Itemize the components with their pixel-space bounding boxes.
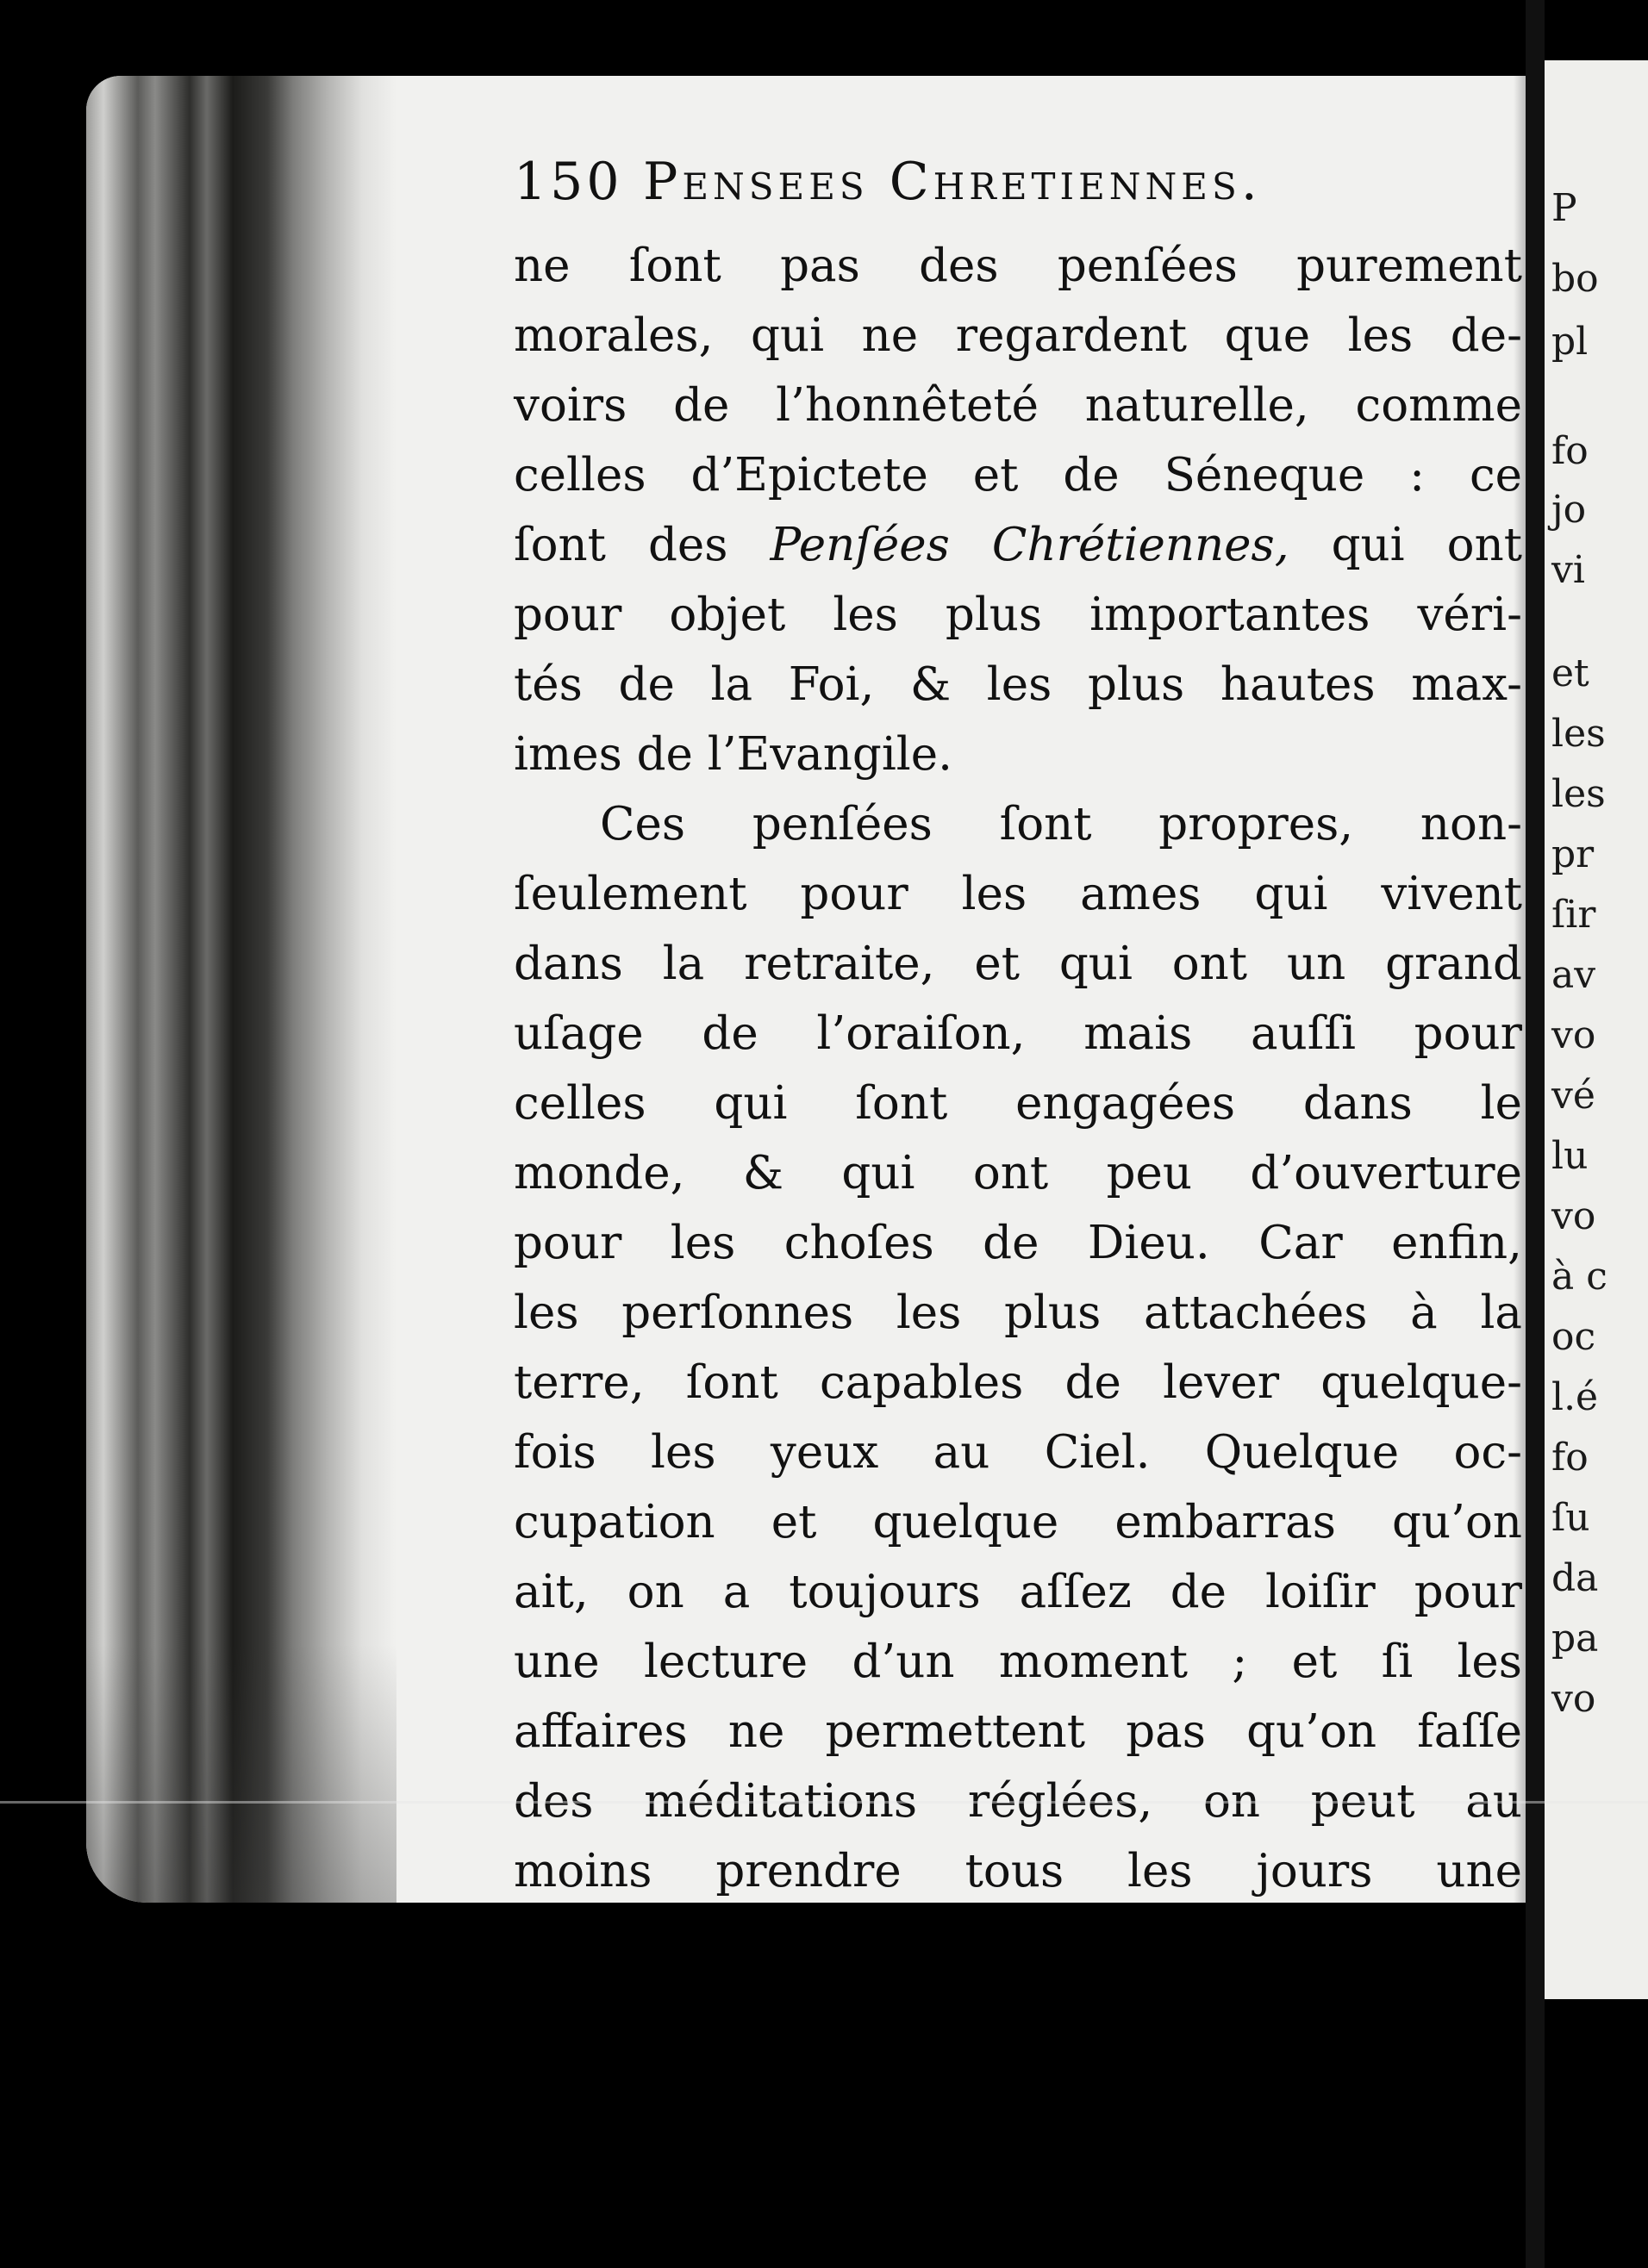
bleed-through-text [517, 1915, 1500, 1949]
text-line: des méditations réglées, on peut au [514, 1775, 1522, 1828]
text-line: moins prendre tous les jours une [514, 1845, 1522, 1897]
text-line: une lecture d’un moment ; et ſi les [514, 1636, 1522, 1688]
facing-page-fragment: vo [1551, 1194, 1596, 1238]
facing-page-fragment: av [1551, 953, 1596, 997]
text-line: fois les yeux au Ciel. Quelque oc- [514, 1426, 1522, 1479]
text-line: morales, qui ne regardent que les de- [514, 309, 1522, 362]
facing-page-fragment: bo [1551, 257, 1599, 301]
text-line: ait, on a toujours aſſez de loiſir pour [514, 1566, 1522, 1618]
facing-page [1545, 60, 1648, 1999]
text-line: pour les choſes de Dieu. Car enfin, [514, 1217, 1522, 1269]
facing-page-fragment: lu [1551, 1134, 1589, 1178]
scan-artifact-line [0, 1801, 1648, 1804]
book-spine [1526, 0, 1545, 2268]
text-line: tés de la Foi, & les plus hautes max- [514, 658, 1522, 711]
facing-page-fragment: les [1551, 712, 1606, 756]
page-edge-shadow [86, 76, 396, 1903]
text-line: imes de l’Evangile. [514, 728, 952, 781]
text-line: celles d’Epictete et de Séneque : ce [514, 449, 1522, 502]
text-line [514, 510, 1522, 580]
facing-page-fragment: fo [1551, 429, 1589, 473]
text-line: celles qui ſont engagées dans le [514, 1077, 1522, 1130]
facing-page-fragment: ſu [1551, 1496, 1590, 1540]
text-line: uſage de l’oraiſon, mais auſſi pour [514, 1007, 1522, 1060]
facing-page-fragment: ſir [1551, 893, 1596, 937]
text-line: ne ſont pas des penſées purement [514, 240, 1522, 292]
facing-page-fragment: da [1551, 1556, 1599, 1600]
facing-page-fragment: à c [1551, 1255, 1607, 1299]
text-line: terre, ſont capables de lever quelque- [514, 1356, 1522, 1409]
text-segment: ſont des [514, 519, 728, 571]
text-block [514, 152, 1522, 1906]
running-head [514, 152, 1522, 231]
page-number: 150 [514, 152, 623, 212]
header-title: Pensees Chretiennes. [643, 152, 1262, 212]
facing-page-fragment: fo [1551, 1436, 1589, 1480]
facing-page-fragment: pa [1551, 1617, 1599, 1660]
text-line: Ces penſées ſont propres, non- [600, 798, 1522, 850]
text-line: ſeulement pour les ames qui vivent [514, 868, 1522, 920]
facing-page-fragment: vo [1551, 1013, 1596, 1057]
text-line: cupation et quelque embarras qu’on [514, 1496, 1522, 1548]
text-line: voirs de l’honnêteté naturelle, comme [514, 379, 1522, 432]
text-line: dans la retraite, et qui ont un grand [514, 938, 1522, 990]
facing-page-fragment: oc [1551, 1315, 1596, 1359]
italic-title: Penſées Chrétiennes, [770, 519, 1289, 571]
facing-page-fragment: l.é [1551, 1375, 1599, 1419]
text-line: monde, & qui ont peu d’ouverture [514, 1147, 1522, 1199]
text-segment: qui ont [1331, 519, 1523, 571]
facing-page-fragment: pl [1551, 320, 1589, 364]
facing-page-fragment: vé [1551, 1074, 1595, 1118]
text-line: affaires ne permettent pas qu’on faſſe [514, 1705, 1522, 1758]
text-line: pour objet les plus importantes véri- [514, 589, 1522, 641]
facing-page-fragment: P [1551, 186, 1577, 230]
facing-page-fragment: pr [1551, 832, 1595, 876]
facing-page-fragment: les [1551, 772, 1606, 816]
text-line: les perſonnes les plus attachées à la [514, 1287, 1522, 1339]
facing-page-fragment: et [1551, 651, 1589, 695]
facing-page-fragment: vi [1551, 548, 1585, 592]
facing-page-fragment: jo [1551, 488, 1587, 532]
facing-page-fragment: vo [1551, 1677, 1596, 1721]
